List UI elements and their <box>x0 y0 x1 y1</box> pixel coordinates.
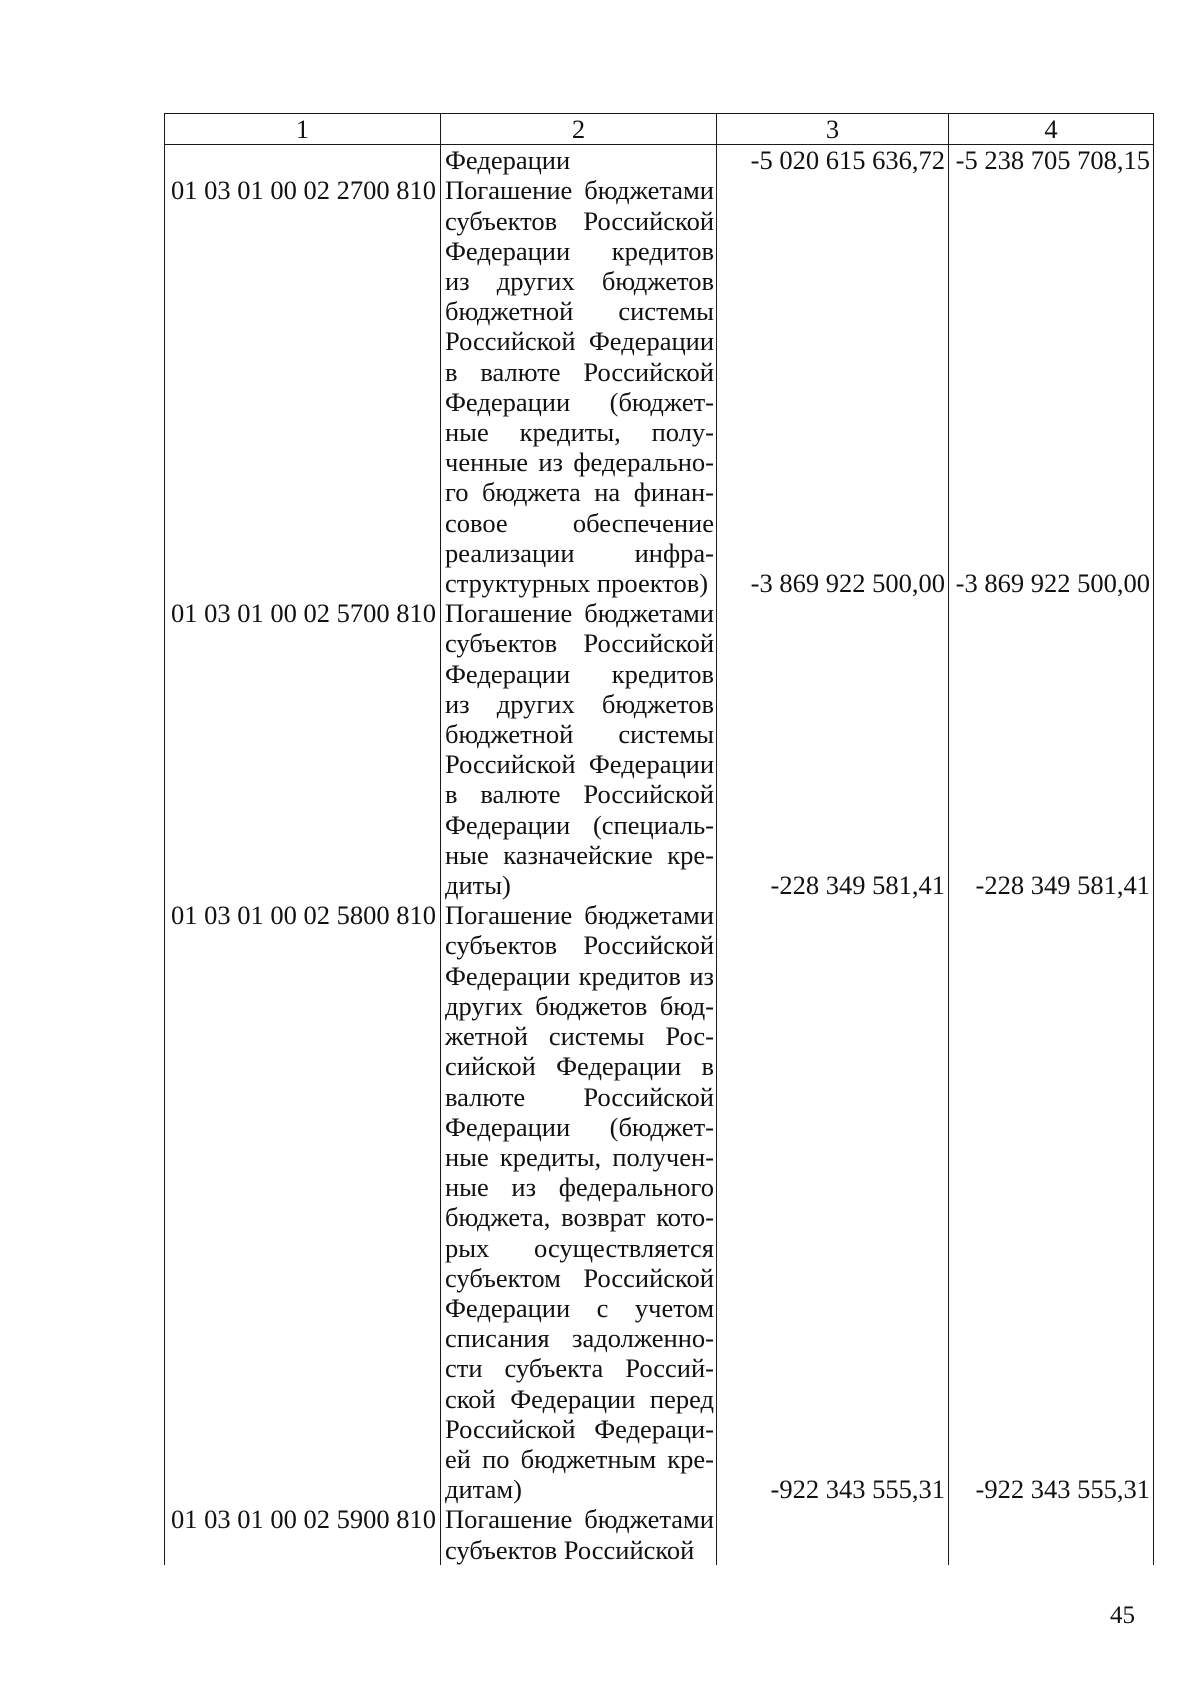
description-line: ные из федерального <box>445 1172 714 1203</box>
description-line: Федерации кредитов <box>445 235 714 266</box>
budget-table <box>164 113 1154 1565</box>
description-line: Федерации с учетом <box>445 1292 714 1323</box>
amount-col-3: -3 869 922 500,00 <box>717 175 949 598</box>
description-line: жетной системы Рос- <box>445 1021 714 1052</box>
header-col-1: 1 <box>165 114 441 145</box>
description-line: реализации инфра- <box>445 537 714 568</box>
table-row <box>165 900 1154 1504</box>
description-line: Федерации (бюджет- <box>445 1111 714 1142</box>
description-line: субъектом Российской <box>445 1262 714 1293</box>
budget-code-cell: 01 03 01 00 02 5800 810 <box>165 900 441 1504</box>
description-line: структурных проектов) <box>445 568 709 599</box>
header-row <box>165 114 1154 145</box>
description-line: в валюте Российской <box>445 779 714 810</box>
amount-col-4: -228 349 581,41 <box>949 598 1154 900</box>
amount-col-4: -922 343 555,31 <box>949 900 1154 1504</box>
table-row <box>165 145 1154 176</box>
description-line: ченные из федерально- <box>445 447 714 478</box>
description-cell <box>441 175 717 598</box>
description-cell <box>441 145 717 176</box>
description-line: ные кредиты, получен- <box>445 1141 714 1172</box>
amount-col-4: -3 869 922 500,00 <box>949 175 1154 598</box>
description-line: других бюджетов бюд- <box>445 990 714 1021</box>
table-row <box>165 175 1154 598</box>
description-line: Федерации <box>445 145 571 176</box>
description-line: списания задолженно- <box>445 1323 714 1354</box>
description-line: из других бюджетов <box>445 266 714 297</box>
description-line: Погашение бюджетами <box>445 598 714 629</box>
description-line: Российской Федерации <box>445 326 714 357</box>
description-line: Российской Федерации <box>445 749 714 780</box>
description-line: го бюджета на финан- <box>445 477 714 508</box>
description-cell <box>441 598 717 900</box>
description-line: в валюте Российской <box>445 356 714 387</box>
amount-col-4 <box>949 1504 1154 1564</box>
description-line: валюте Российской <box>445 1081 714 1112</box>
budget-code-cell <box>165 145 441 176</box>
description-line: диты) <box>445 870 511 901</box>
description-line: ные кредиты, полу- <box>445 417 714 448</box>
description-line: бюджета, возврат кото- <box>445 1202 714 1233</box>
description-line: Федерации кредитов <box>445 658 714 689</box>
amount-col-4: -5 238 705 708,15 <box>949 145 1154 176</box>
description-line: из других бюджетов <box>445 688 714 719</box>
description-line: сти субъекта Россий- <box>445 1353 714 1384</box>
header-col-3: 3 <box>717 114 949 145</box>
description-line: ные казначейские кре- <box>445 839 714 870</box>
table-row <box>165 1504 1154 1564</box>
description-line: дитам) <box>445 1474 522 1505</box>
description-line: Погашение бюджетами <box>445 1504 714 1535</box>
description-line: сийской Федерации в <box>445 1051 714 1082</box>
description-line: Погашение бюджетами <box>445 900 714 931</box>
amount-col-3: -922 343 555,31 <box>717 900 949 1504</box>
amount-col-3: -5 020 615 636,72 <box>717 145 949 176</box>
description-line: субъектов Российской <box>445 930 714 961</box>
budget-code-cell: 01 03 01 00 02 5700 810 <box>165 598 441 900</box>
description-line: бюджетной системы <box>445 719 714 750</box>
budget-code-cell: 01 03 01 00 02 2700 810 <box>165 175 441 598</box>
description-line: Российской Федераци- <box>445 1413 714 1444</box>
amount-col-3 <box>717 1504 949 1564</box>
description-line: Федерации (бюджет- <box>445 386 714 417</box>
table-row <box>165 598 1154 900</box>
description-line: Погашение бюджетами <box>445 175 714 206</box>
description-cell <box>441 1504 717 1564</box>
description-line: рых осуществляется <box>445 1232 714 1263</box>
description-cell <box>441 900 717 1504</box>
page-number: 45 <box>1110 1602 1135 1629</box>
description-line: субъектов Российской <box>445 205 714 236</box>
description-line: ской Федерации перед <box>445 1383 714 1414</box>
description-line: ей по бюджетным кре- <box>445 1443 714 1474</box>
header-col-4: 4 <box>949 114 1154 145</box>
description-line: бюджетной системы <box>445 296 714 327</box>
description-line: субъектов Российской <box>445 1534 695 1565</box>
budget-code-cell: 01 03 01 00 02 5900 810 <box>165 1504 441 1564</box>
amount-col-3: -228 349 581,41 <box>717 598 949 900</box>
description-line: Федерации (специаль- <box>445 809 714 840</box>
header-col-2: 2 <box>441 114 717 145</box>
description-line: субъектов Российской <box>445 628 714 659</box>
description-line: совое обеспечение <box>445 507 714 538</box>
description-line: Федерации кредитов из <box>445 960 714 991</box>
